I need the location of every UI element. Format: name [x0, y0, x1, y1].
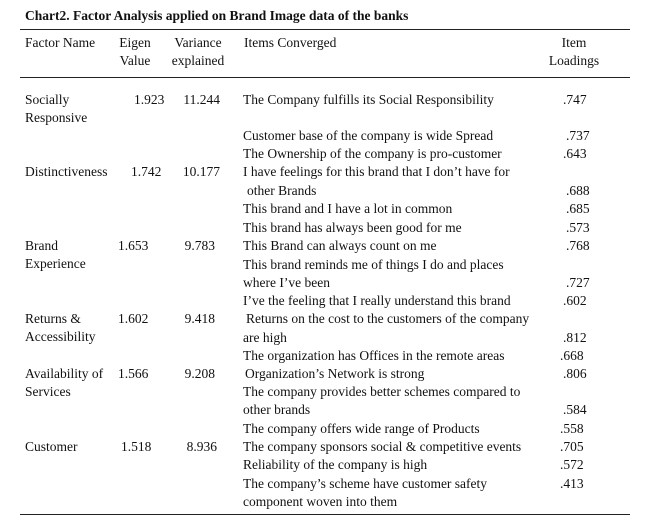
header-rule	[20, 77, 630, 78]
item-text: The organization has Offices in the remote areas	[243, 348, 505, 363]
factor-name: Services	[25, 384, 71, 399]
factor-name: Accessibility	[25, 329, 96, 344]
table-title: Chart2. Factor Analysis applied on Brand Image data of the banks	[25, 8, 409, 23]
item-text: The company provides better schemes compared to	[243, 384, 521, 399]
factor-eigen: 1.653	[118, 238, 149, 253]
factor-name: Experience	[25, 256, 86, 271]
factor-name: Socially	[25, 92, 70, 107]
item-text: The Ownership of the company is pro-customer	[243, 146, 502, 161]
item-text: The company’s scheme have customer safety	[243, 476, 488, 491]
item-loading: .668	[560, 348, 584, 363]
item-text: I have feelings for this brand that I don’t have for	[243, 164, 510, 179]
item-text: Organization’s Network is strong	[245, 366, 425, 381]
item-loading: .685	[566, 201, 590, 216]
item-text: are high	[243, 330, 287, 345]
item-text: The company offers wide range of Products	[243, 421, 480, 436]
factor-variance: 9.208	[184, 366, 215, 381]
item-text: I’ve the feeling that I really understand this brand	[243, 293, 511, 308]
factor-eigen: 1.566	[118, 366, 149, 381]
item-loading: .413	[560, 476, 584, 491]
item-loading: .584	[563, 402, 587, 417]
item-loading: .727	[566, 275, 590, 290]
item-loading: .688	[566, 183, 590, 198]
header-factor-name: Factor Name	[25, 35, 96, 50]
item-loading: .768	[566, 238, 590, 253]
header-loadings: Loadings	[548, 53, 600, 68]
top-rule	[20, 29, 630, 30]
header-value: Value	[119, 53, 151, 68]
item-loading: .558	[560, 421, 584, 436]
factor-variance: 11.244	[183, 92, 220, 107]
item-text: The company sponsors social & competitive events	[243, 439, 522, 454]
item-text: component woven into them	[243, 494, 398, 509]
item-loading: .573	[566, 220, 590, 235]
factor-eigen: 1.518	[121, 439, 152, 454]
header-items-converged: Items Converged	[244, 35, 337, 50]
factor-variance: 9.418	[184, 311, 215, 326]
header-eigen: Eigen	[119, 35, 151, 50]
factor-variance: 8.936	[186, 439, 217, 454]
item-text: other Brands	[247, 183, 317, 198]
item-loading: .643	[563, 146, 587, 161]
factor-name: Customer	[25, 439, 78, 454]
item-loading: .602	[563, 293, 587, 308]
item-loading: .812	[563, 330, 587, 345]
item-loading: .572	[560, 457, 584, 472]
item-text: This brand reminds me of things I do and places	[243, 257, 504, 272]
item-text: Returns on the cost to the customers of the company	[246, 311, 530, 326]
item-text: This Brand can always count on me	[243, 238, 437, 253]
factor-name: Returns &	[25, 311, 81, 326]
item-text: This brand has always been good for me	[243, 220, 462, 235]
item-loading: .705	[560, 439, 584, 454]
item-loading: .747	[563, 92, 587, 107]
header-variance: Variance	[174, 35, 222, 50]
factor-name: Responsive	[25, 110, 88, 125]
header-explained: explained	[171, 53, 225, 68]
factor-eigen: 1.923	[134, 92, 165, 107]
factor-variance: 9.783	[184, 238, 215, 253]
bottom-rule	[20, 514, 630, 515]
item-text: where I’ve been	[243, 275, 330, 290]
factor-eigen: 1.602	[118, 311, 149, 326]
factor-variance: 10.177	[182, 164, 220, 179]
item-text: Customer base of the company is wide Spread	[243, 128, 494, 143]
item-text: The Company fulfills its Social Responsibility	[243, 92, 494, 107]
item-text: other brands	[243, 402, 311, 417]
factor-name: Availability of	[25, 366, 104, 381]
item-loading: .737	[566, 128, 590, 143]
factor-name: Brand	[25, 238, 58, 253]
factor-name: Distinctiveness	[25, 164, 108, 179]
item-loading: .806	[563, 366, 587, 381]
item-text: This brand and I have a lot in common	[243, 201, 453, 216]
item-text: Reliability of the company is high	[243, 457, 428, 472]
factor-eigen: 1.742	[131, 164, 162, 179]
header-item: Item	[561, 35, 587, 50]
